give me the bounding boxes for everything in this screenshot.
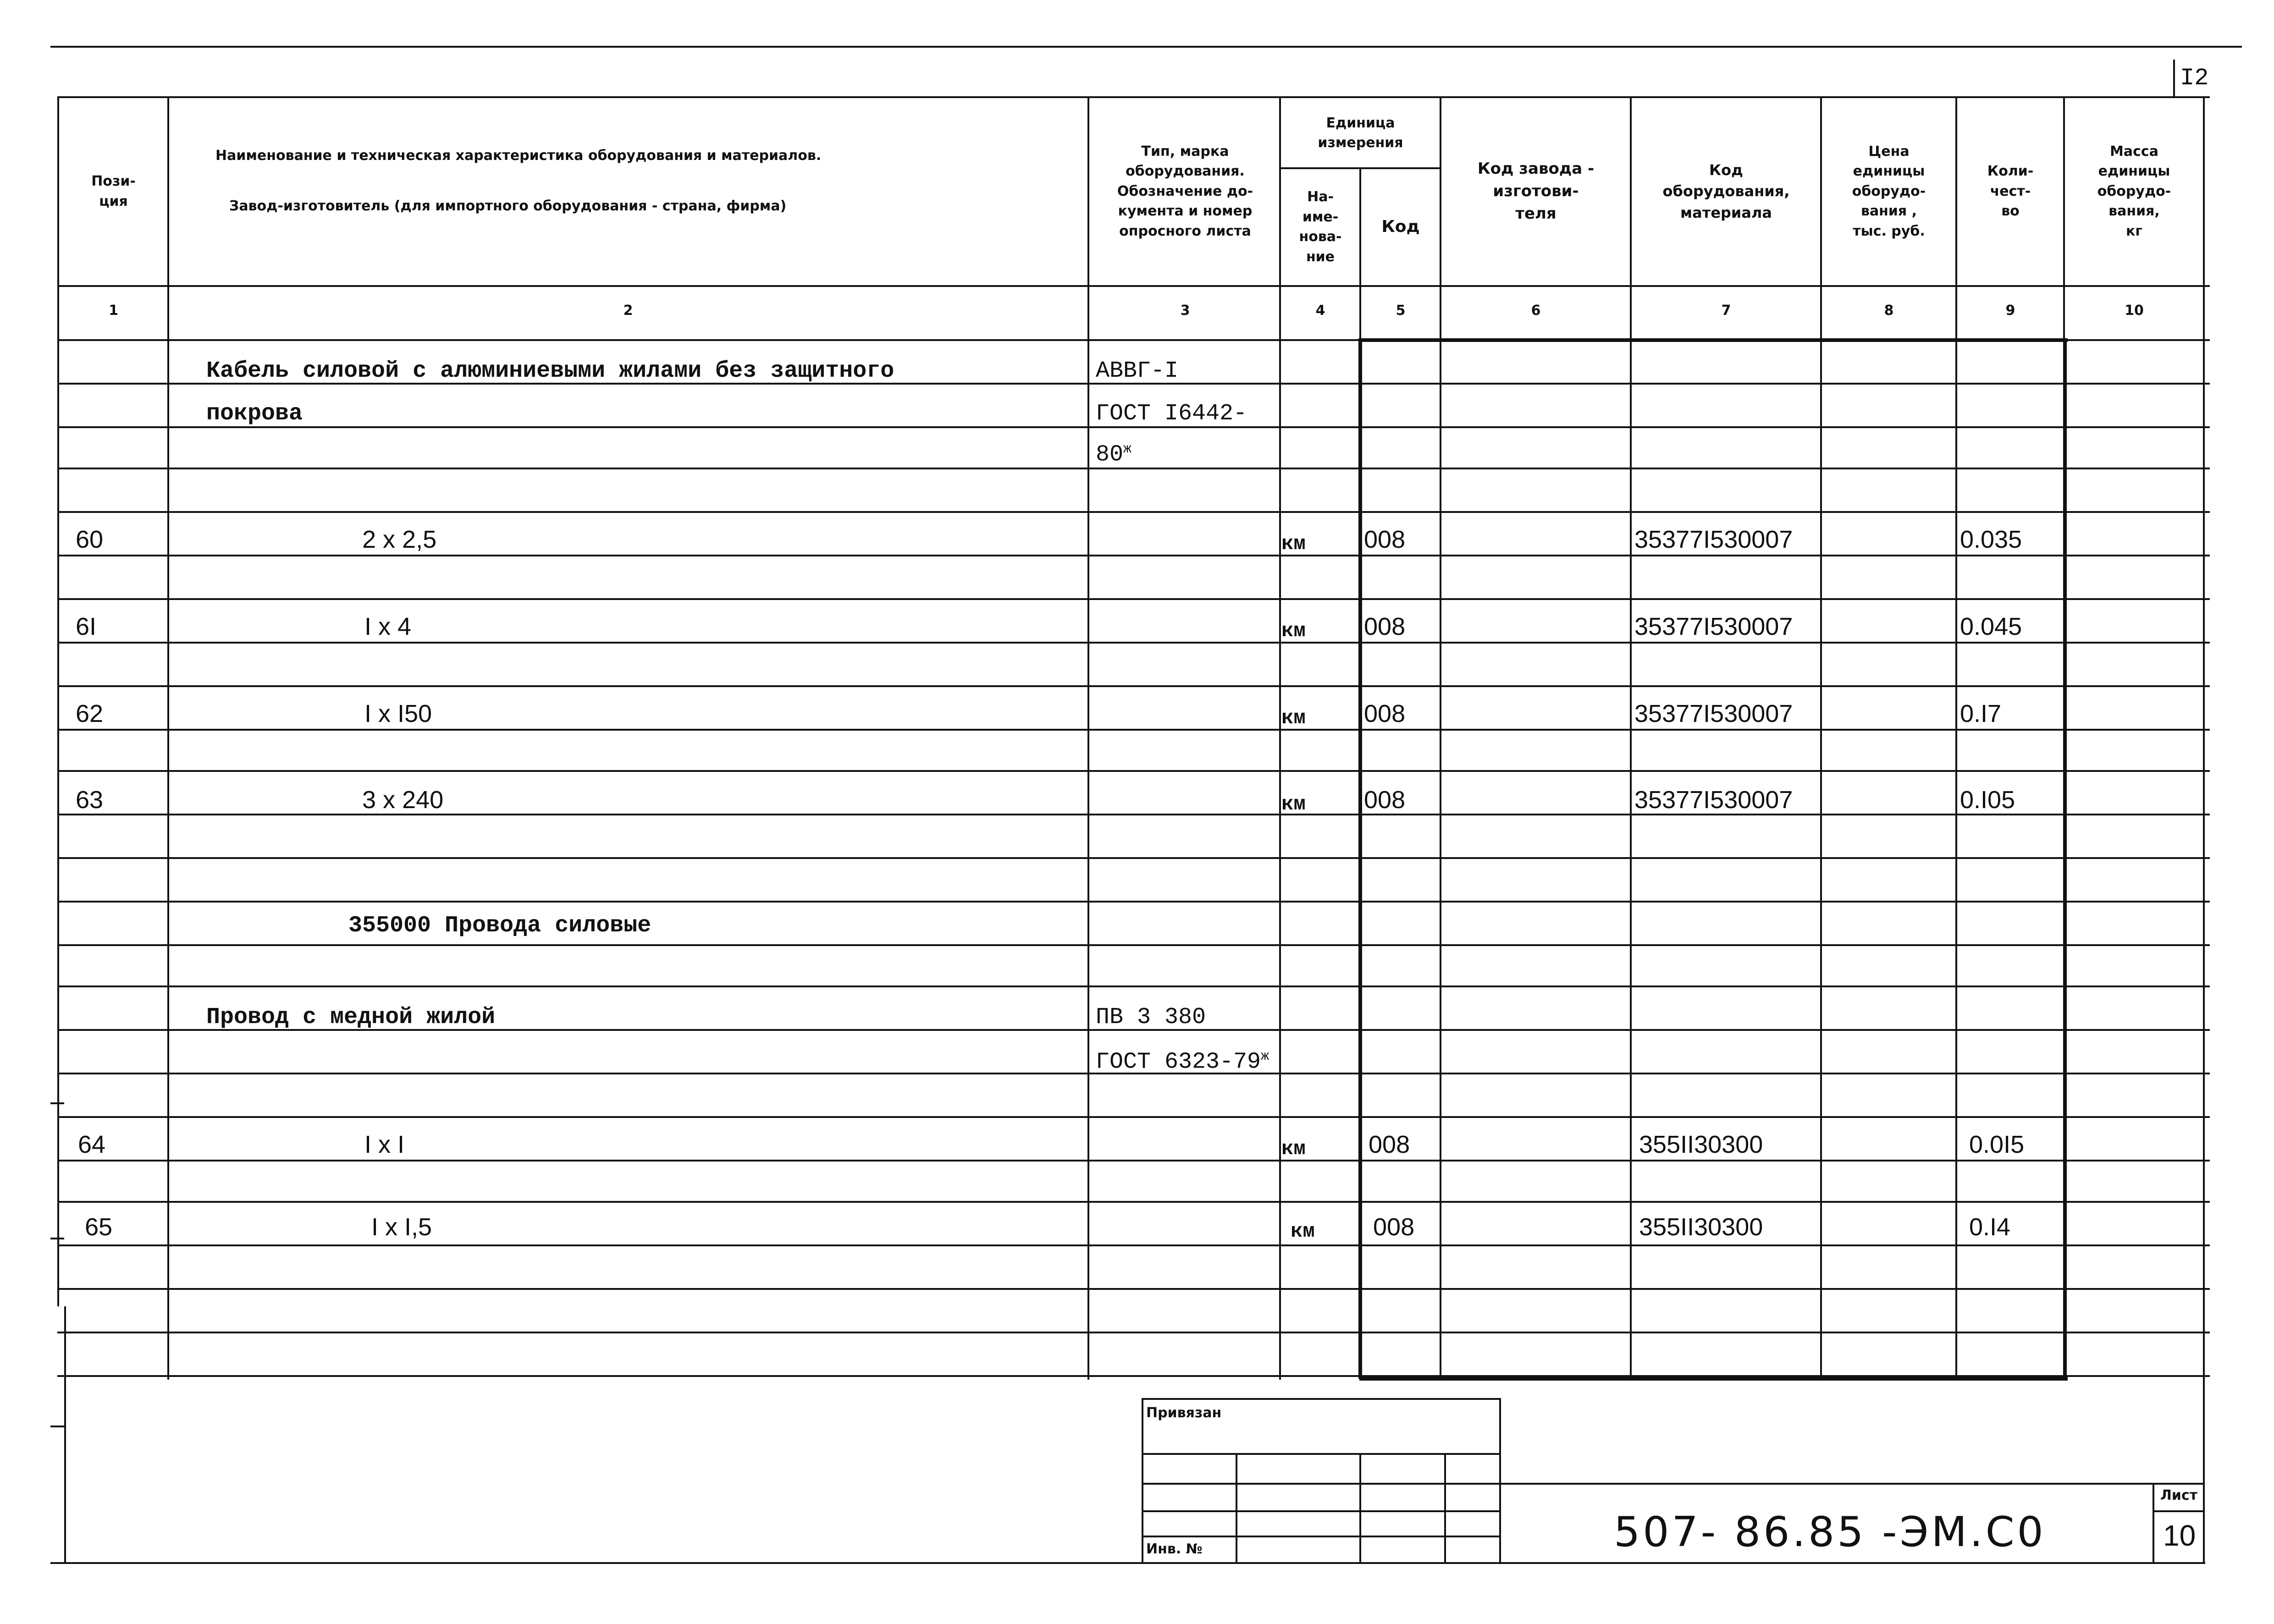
row-62-unit-code: 008 xyxy=(1364,700,1406,727)
row-61-name: I x 4 xyxy=(364,613,412,640)
rule-22 xyxy=(57,1288,2210,1290)
row-60-position: 60 xyxy=(76,526,104,553)
row-65-unit-code: 008 xyxy=(1373,1213,1415,1241)
header-name-line1: Наименование и техническая характеристика оборудования и материалов. xyxy=(215,148,822,164)
header-unit-name: На- име- нова- ние xyxy=(1299,189,1342,265)
tb-sheet-divider xyxy=(2153,1510,2203,1512)
header-position: Пози- ция xyxy=(91,173,136,209)
col-divider-1 xyxy=(167,96,169,1380)
rule-19 xyxy=(57,1160,2210,1162)
header-type: Тип, марка оборудования. Обозначение до- кумента и номер опросного листа xyxy=(1117,143,1253,239)
tb-right xyxy=(1499,1398,1501,1563)
row-65-unit: км xyxy=(1291,1220,1315,1243)
rule-6 xyxy=(57,598,2210,600)
page-number-top: I2 xyxy=(2180,65,2209,92)
header-name-line2: Завод-изготовитель (для импортного оборудования - страна, фирма) xyxy=(229,198,787,215)
page-bottom-border xyxy=(50,1562,2205,1564)
row-62-material-code: 35377I530007 xyxy=(1634,700,1793,727)
table-right-border xyxy=(2203,96,2205,1563)
row-60-quantity: 0.035 xyxy=(1960,526,2022,553)
row-61-quantity: 0.045 xyxy=(1960,613,2022,640)
col-divider-8 xyxy=(1955,96,1957,1380)
col-divider-3 xyxy=(1279,96,1281,1380)
row-60-unit: км xyxy=(1281,533,1306,556)
cable-type-superscript: ж xyxy=(1123,441,1132,457)
header-unit-group: Единица измерения xyxy=(1318,115,1403,151)
rule-21 xyxy=(57,1244,2210,1246)
thick-frame-bottom xyxy=(1359,1377,2068,1381)
cable-type-line3 xyxy=(1096,442,1131,467)
row-61-unit: км xyxy=(1281,620,1306,643)
rule-10 xyxy=(57,770,2210,772)
group-heading: 355000 Провода силовые xyxy=(348,913,651,939)
colnum-1: 1 xyxy=(109,303,118,319)
row-64-name: I x I xyxy=(364,1131,405,1158)
colnum-9: 9 xyxy=(2005,303,2015,319)
header-unit-code: Код xyxy=(1381,217,1420,236)
colnum-10: 10 xyxy=(2125,303,2144,319)
table-left-border xyxy=(57,96,59,1306)
rule-14 xyxy=(57,944,2210,946)
row-63-unit-code: 008 xyxy=(1364,786,1406,814)
margin-tick-1 xyxy=(50,1102,64,1104)
rule-23 xyxy=(57,1332,2210,1333)
tb-sheet-left xyxy=(2153,1483,2154,1563)
tb-col-1 xyxy=(1236,1453,1237,1563)
header-price: Цена единицы оборудо- вания , тыс. руб. xyxy=(1852,143,1926,239)
wire-type-line1: ПВ 3 380 xyxy=(1096,1004,1206,1030)
row-64-position: 64 xyxy=(78,1131,106,1158)
header-material-code: Код оборудования, материала xyxy=(1662,161,1790,221)
cable-title-line2: покрова xyxy=(206,401,303,427)
row-63-quantity: 0.I05 xyxy=(1960,786,2015,814)
row-61-position: 6I xyxy=(76,613,97,640)
col-divider-6 xyxy=(1630,96,1632,1380)
rule-9 xyxy=(57,729,2210,731)
row-63-name: 3 x 240 xyxy=(362,786,444,814)
cable-type-year: 80 xyxy=(1096,441,1124,468)
row-65-position: 65 xyxy=(85,1213,113,1241)
row-62-name: I x I50 xyxy=(364,700,432,727)
colnum-4: 4 xyxy=(1315,303,1325,319)
thick-frame-top xyxy=(1359,338,2068,342)
row-60-name: 2 x 2,5 xyxy=(362,526,437,553)
margin-tick-2 xyxy=(50,1238,64,1239)
rule-15 xyxy=(57,985,2210,987)
row-64-unit-code: 008 xyxy=(1369,1131,1410,1158)
header-quantity: Коли- чест- во xyxy=(1987,163,2034,220)
tb-sheet-label: Лист xyxy=(2160,1487,2198,1503)
colnum-6: 6 xyxy=(1531,303,1541,319)
row-64-unit: км xyxy=(1281,1138,1306,1161)
col-divider-2 xyxy=(1087,96,1089,1380)
cable-title-line1: Кабель силовой с алюминиевыми жилами без защитного xyxy=(206,358,894,384)
rule-11 xyxy=(57,814,2210,815)
colnum-5: 5 xyxy=(1396,303,1406,319)
row-61-unit-code: 008 xyxy=(1364,613,1406,640)
col-divider-5 xyxy=(1440,96,1441,1380)
header-top-line xyxy=(57,96,2210,98)
header-factory-code: Код завода - изготови- теля xyxy=(1477,159,1595,223)
row-62-quantity: 0.I7 xyxy=(1960,700,2002,727)
row-60-unit-code: 008 xyxy=(1364,526,1406,553)
bottom-left-border xyxy=(64,1306,66,1563)
rule-3 xyxy=(57,468,2210,469)
rule-4 xyxy=(57,511,2210,513)
rule-7 xyxy=(57,642,2210,644)
col-divider-7 xyxy=(1820,96,1822,1380)
tb-col-2 xyxy=(1359,1453,1361,1563)
tb-attached-top xyxy=(1142,1398,1499,1400)
wire-title: Провод с медной жилой xyxy=(206,1004,496,1030)
page-number-box-left xyxy=(2173,60,2175,96)
row-61-material-code: 35377I530007 xyxy=(1634,613,1793,640)
cable-type-line1: АВВГ-I xyxy=(1096,358,1179,384)
rule-13 xyxy=(57,901,2210,903)
rule-20 xyxy=(57,1201,2210,1203)
row-63-material-code: 35377I530007 xyxy=(1634,786,1793,814)
tb-left xyxy=(1142,1398,1143,1563)
rule-5 xyxy=(57,555,2210,556)
tb-main-divider xyxy=(1499,1483,2203,1485)
row-62-unit: км xyxy=(1281,707,1306,730)
wire-type-line2 xyxy=(1096,1050,1269,1074)
page-top-border xyxy=(50,46,2242,48)
wire-type-superscript: ж xyxy=(1261,1049,1269,1064)
colnum-7: 7 xyxy=(1721,303,1731,319)
rule-24 xyxy=(57,1375,2210,1377)
header-bottom-line xyxy=(57,285,2210,287)
row-63-unit: км xyxy=(1281,793,1306,816)
colnum-2: 2 xyxy=(623,303,633,319)
row-65-name: I x I,5 xyxy=(371,1213,432,1241)
wire-type-standard: ГОСТ 6323-79 xyxy=(1096,1049,1261,1075)
tb-col-3 xyxy=(1444,1453,1446,1563)
document-code: 507- 86.85 -ЭМ.С0 xyxy=(1614,1508,2046,1556)
rule-18 xyxy=(57,1116,2210,1118)
header-mass: Масса единицы оборудо- вания, кг xyxy=(2097,143,2171,239)
row-60-material-code: 35377I530007 xyxy=(1634,526,1793,553)
row-62-position: 62 xyxy=(76,700,104,727)
colnum-3: 3 xyxy=(1180,303,1190,319)
tb-attached-label: Привязан xyxy=(1146,1405,1222,1421)
row-64-quantity: 0.0I5 xyxy=(1969,1131,2025,1158)
cable-type-line2: ГОСТ I6442- xyxy=(1096,401,1247,427)
row-63-position: 63 xyxy=(76,786,104,814)
margin-tick-3 xyxy=(50,1426,64,1427)
rule-8 xyxy=(57,685,2210,687)
colnum-8: 8 xyxy=(1884,303,1894,319)
rule-12 xyxy=(57,857,2210,859)
tb-inv-label: Инв. № xyxy=(1146,1541,1203,1557)
row-65-material-code: 355II30300 xyxy=(1639,1213,1763,1241)
row-64-material-code: 355II30300 xyxy=(1639,1131,1763,1158)
tb-sheet-number: 10 xyxy=(2163,1519,2196,1552)
row-65-quantity: 0.I4 xyxy=(1969,1213,2011,1241)
